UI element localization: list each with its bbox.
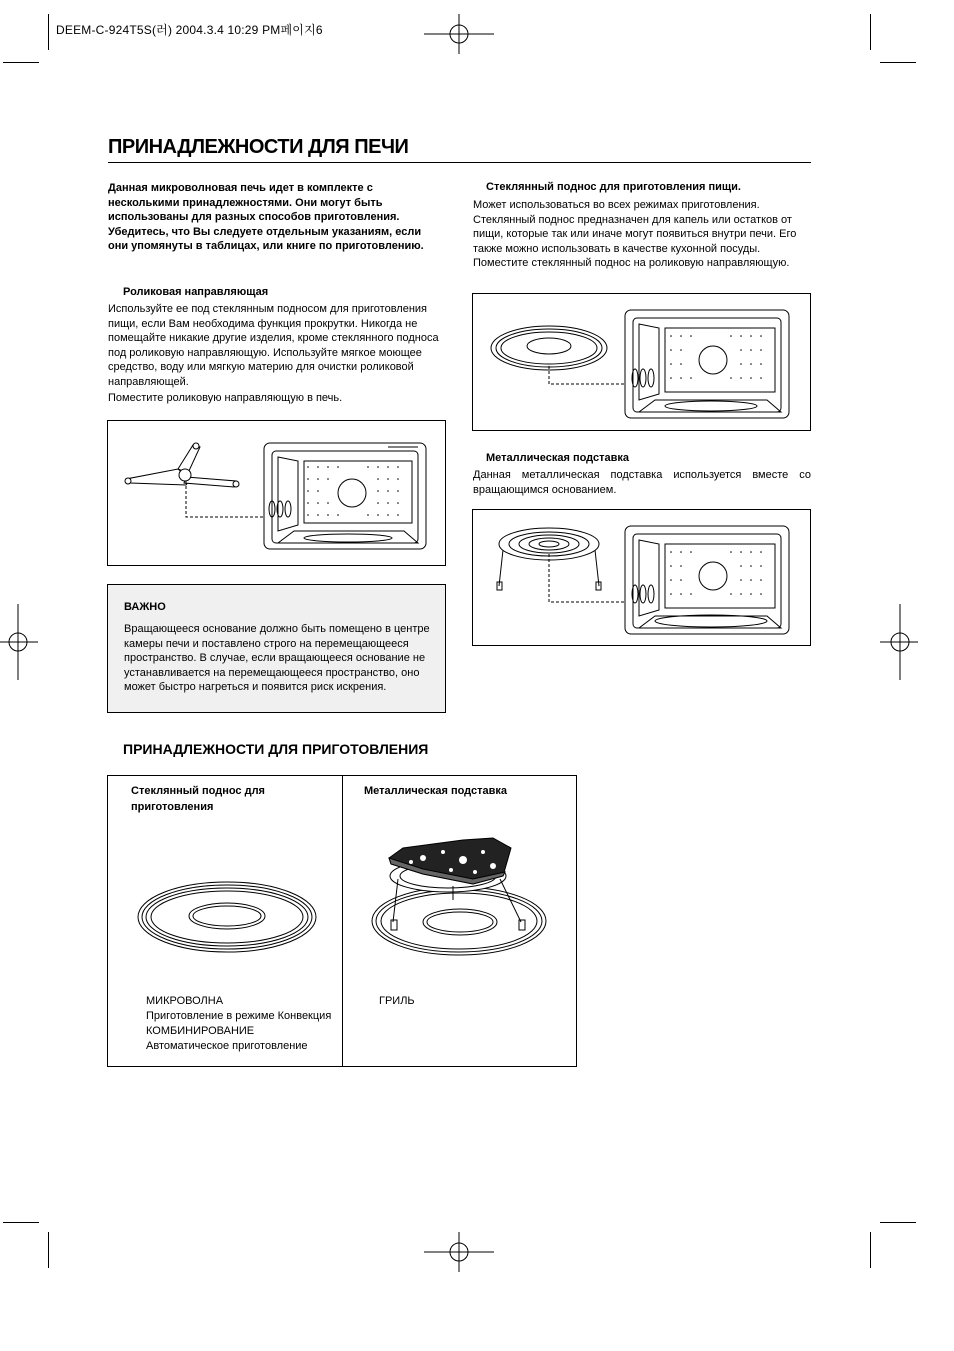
metal-stand-heading: Металлическая подставка	[486, 452, 630, 464]
glass-tray-icon	[473, 294, 812, 432]
roller-text-2: Поместите роликовую направляющую в печь.	[108, 392, 343, 404]
roller-heading: Роликовая направляющая	[123, 286, 269, 298]
title-underline	[108, 162, 811, 163]
intro-text: Данная микроволновая печь идет в комплекте с несколькими принадлежностями. Они могут быть использованы для разных способов приготовления. Убедитесь, что Вы следуете отдельным указаниям, если они упомянуты в таблицах, или книге по приготовлению.	[108, 182, 424, 253]
important-text: Вращающееся основание должно быть помещено в центре камеры печи и поставлено строго на перемещающееся пространство. В случае, если вращающееся основание не устанавливается на перемещающееся пространство, оно может быстро нагреться и появится риск искрения.	[124, 623, 430, 694]
mode-item: Автоматическое приготовление	[146, 1040, 308, 1052]
col1-title-line2: приготовления	[131, 801, 214, 813]
glass-tray-heading: Стеклянный поднос для приготовления пищи.	[486, 181, 741, 193]
glass-tray-text: Может использоваться во всех режимах приготовления. Стеклянный поднос предназначен для капель или остатков от пищи, которые так или иначе могут появиться внутри печи. Его также можно использовать в качестве кухонной посуды. Поместите стеклянный поднос на роликовую направляющую.	[473, 199, 797, 270]
page-title: ПРИНАДЛЕЖНОСТИ ДЛЯ ПЕЧИ	[108, 136, 409, 158]
metal-rack-icon	[473, 510, 812, 647]
mode-item: ГРИЛЬ	[379, 995, 415, 1007]
col1-modes	[146, 994, 331, 1054]
metal-stand-text: Данная металлическая подставка используется вместе со вращающимся основанием.	[473, 469, 811, 496]
mode-item: МИКРОВОЛНА	[146, 995, 224, 1007]
important-notice	[107, 584, 446, 713]
col2-modes	[379, 994, 415, 1009]
cooking-table	[107, 775, 577, 1067]
glass-tray-illustration	[472, 293, 811, 431]
mode-item: Приготовление в режиме Конвекция	[146, 1010, 332, 1022]
important-heading: ВАЖНО	[124, 601, 166, 613]
roller-illustration	[107, 420, 446, 566]
metal-rack-icon	[343, 776, 577, 1066]
cooking-section-title: ПРИНАДЛЕЖНОСТИ ДЛЯ ПРИГОТОВЛЕНИЯ	[123, 741, 429, 757]
print-header: DEEM-C-924T5S(러) 2004.3.4 10:29 PM페이지6	[56, 23, 323, 37]
col1-title-line1: Стеклянный поднос для	[131, 785, 265, 797]
col2-title: Металлическая подставка	[364, 785, 508, 797]
mode-item: КОМБИНИРОВАНИЕ	[146, 1025, 255, 1037]
roller-text: Используйте ее под стеклянным подносом для приготовления пищи, если Вам необходима функция прокрутки. Никогда не помещайте никакие другие изделия, кроме стеклянного подноса под роликовую направляющую. Используйте мягкое моющее средство, воду или мягкую материю для очистки роликовой направляющей.	[108, 303, 439, 388]
metal-stand-illustration	[472, 509, 811, 646]
roller-ring-icon	[108, 421, 447, 567]
